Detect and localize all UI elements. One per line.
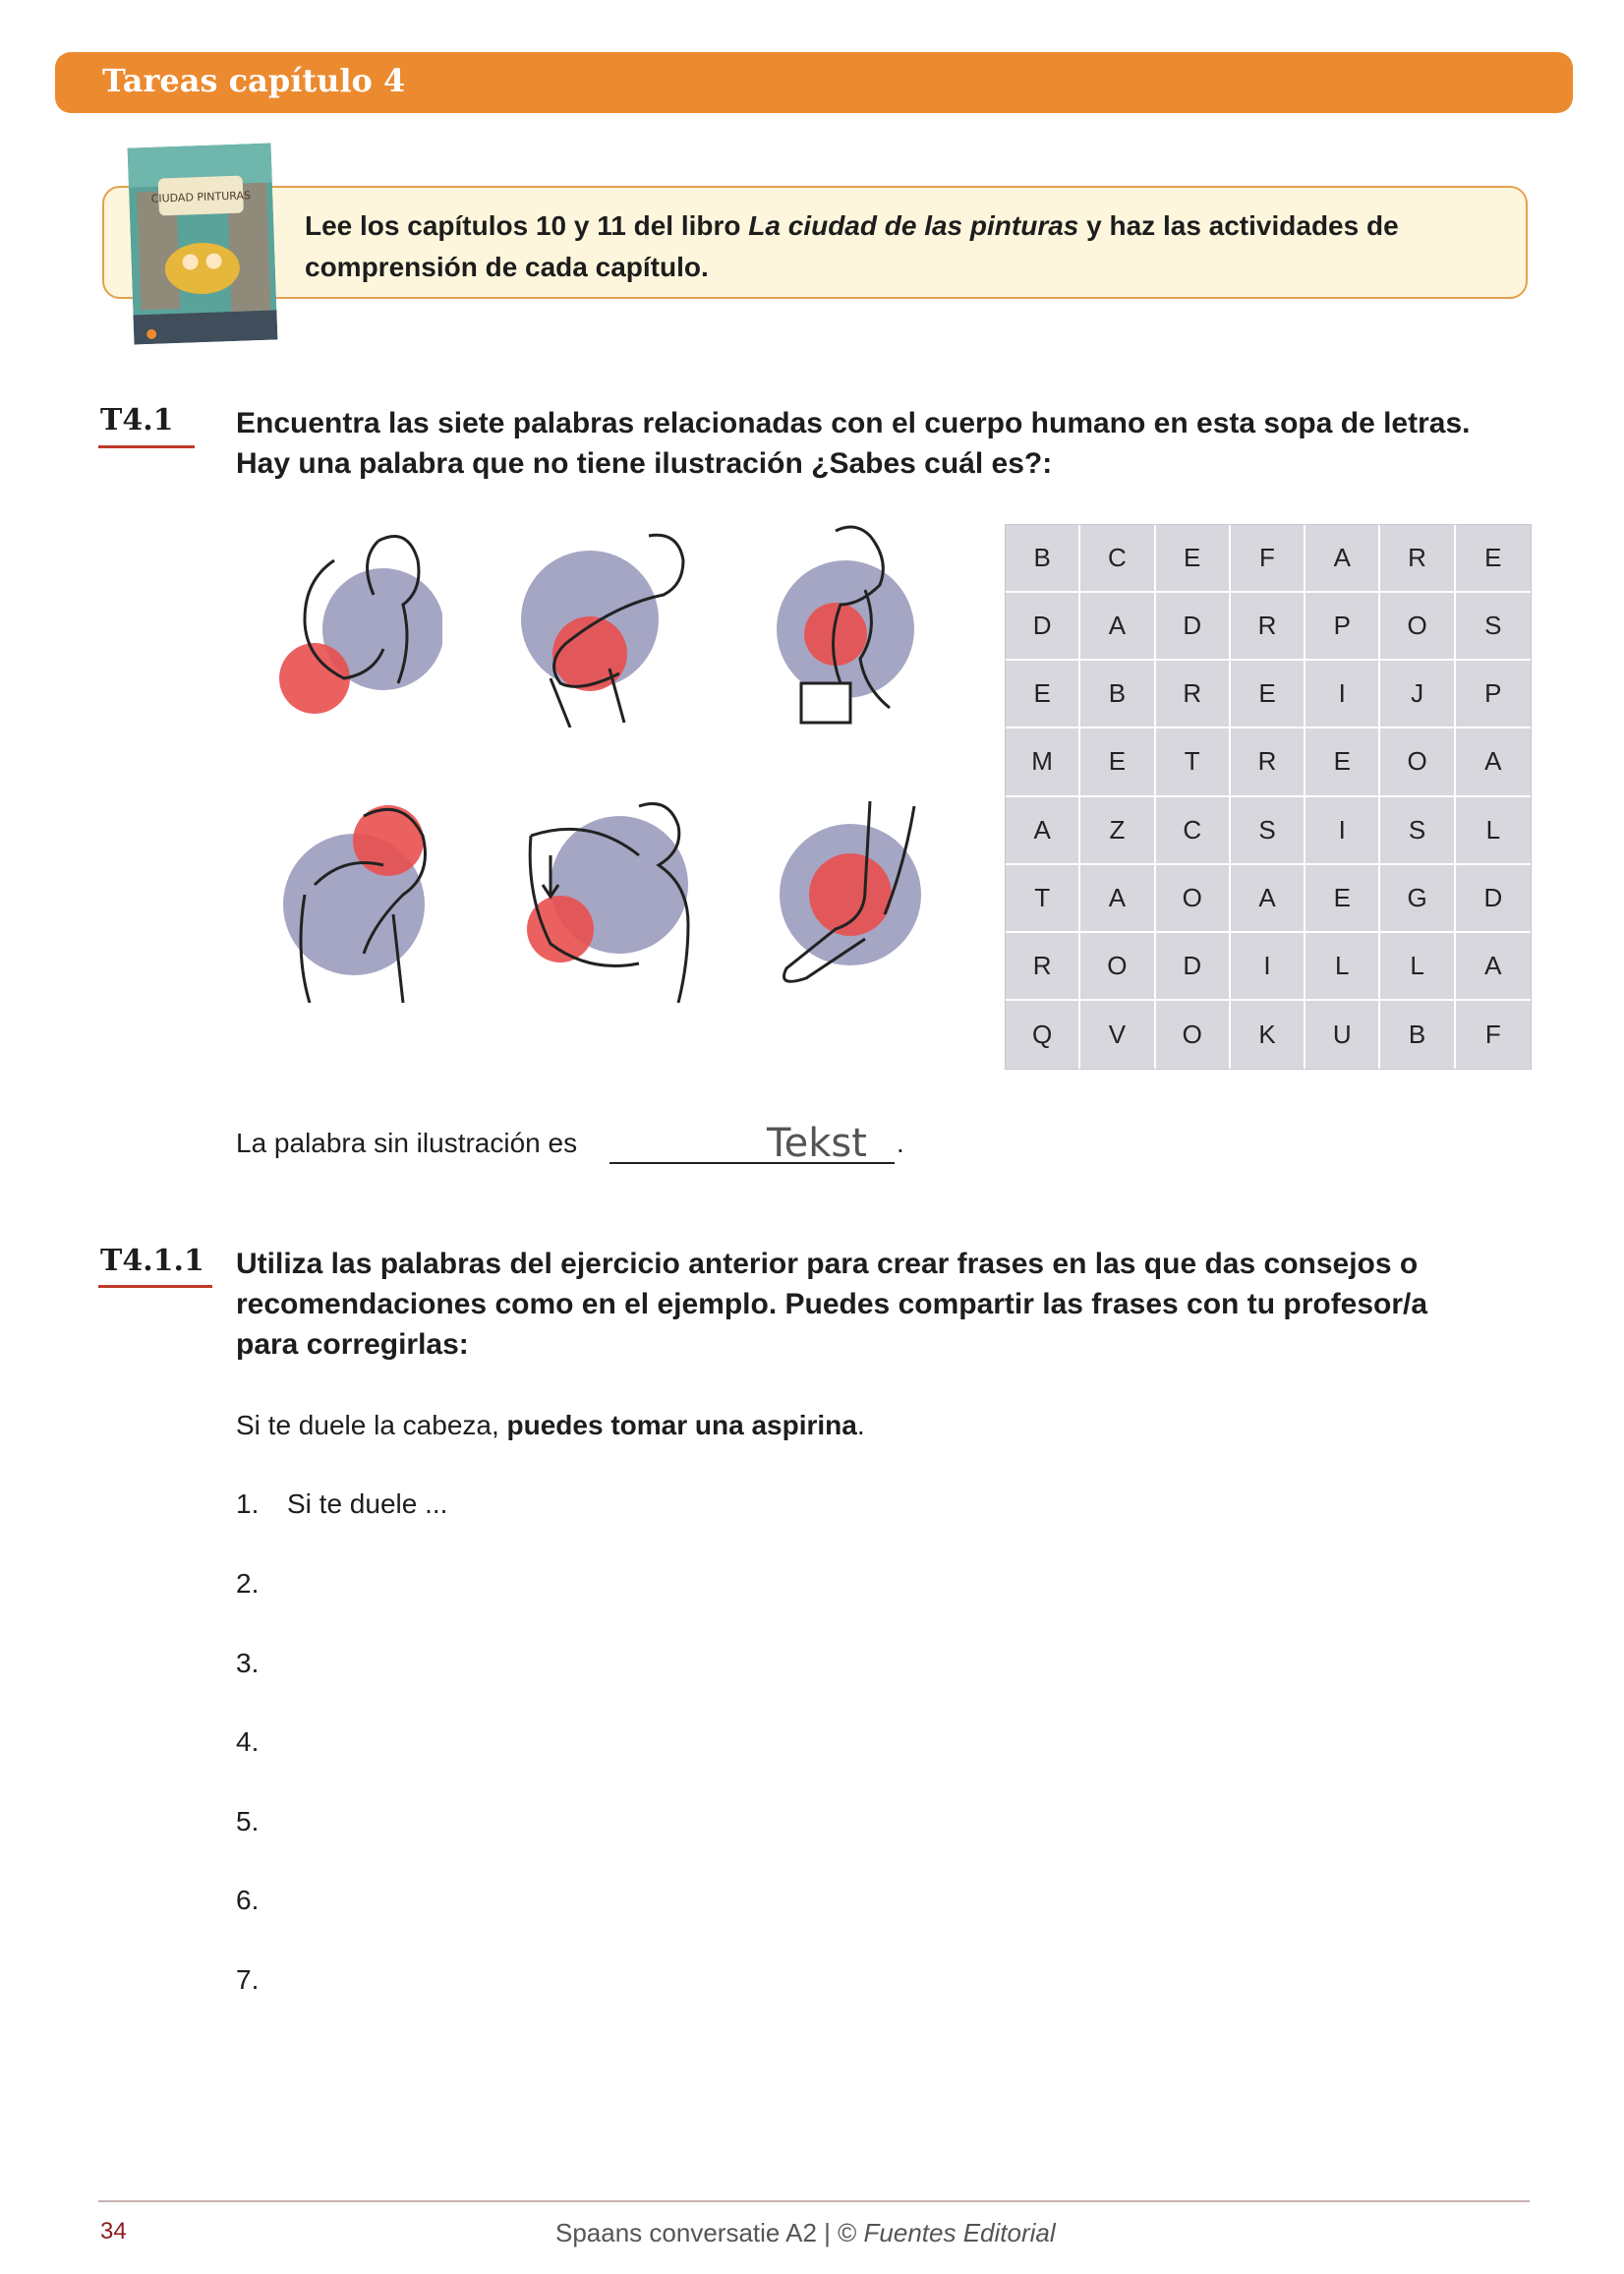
grid-cell[interactable]: C [1156, 797, 1231, 865]
grid-cell[interactable]: R [1231, 593, 1305, 661]
foot-pain-illustration [767, 796, 934, 1003]
grid-cell[interactable]: I [1305, 797, 1380, 865]
list-item[interactable]: 6. [236, 1885, 260, 1915]
grid-cell[interactable]: I [1305, 661, 1380, 729]
grid-cell[interactable]: G [1380, 865, 1455, 933]
book-cover-title: CIUDAD PINTURAS [150, 189, 252, 205]
task2-instruction-line3: para corregirlas: [236, 1328, 469, 1361]
task1-instruction-line1: Encuentra las siete palabras relacionadas con el cuerpo humano en esta sopa de letras. [236, 407, 1471, 439]
grid-cell[interactable]: D [1456, 865, 1531, 933]
word-search-grid [1005, 524, 1532, 1070]
grid-cell[interactable]: E [1456, 525, 1531, 593]
grid-cell[interactable]: J [1380, 661, 1455, 729]
list-item[interactable]: 3. [236, 1648, 260, 1678]
grid-cell[interactable]: E [1156, 525, 1231, 593]
grid-cell[interactable]: B [1380, 1001, 1455, 1069]
grid-cell[interactable]: P [1305, 593, 1380, 661]
back-pain-illustration [511, 796, 698, 1003]
footer-divider [98, 2200, 1530, 2202]
grid-cell[interactable]: F [1484, 1019, 1501, 1049]
grid-cell[interactable]: A [1456, 729, 1531, 796]
grid-cell[interactable]: E [1231, 661, 1305, 729]
task-id-underline [98, 445, 195, 448]
list-item[interactable]: 7. [236, 1964, 260, 1995]
grid-cell[interactable]: V [1080, 1001, 1155, 1069]
task-id-t4-1: T4.1 [100, 403, 174, 437]
grid-cell[interactable]: R [1231, 729, 1305, 796]
grid-cell[interactable]: O [1080, 933, 1155, 1001]
stomach-pain-illustration [511, 521, 698, 728]
grid-cell[interactable]: A [1080, 865, 1155, 933]
book-title: La ciudad de las pinturas [748, 210, 1079, 241]
example-sentence: Si te duele la cabeza, puedes tomar una aspirina. [236, 1410, 865, 1440]
grid-cell[interactable]: F [1231, 525, 1305, 593]
task2-id-underline [98, 1285, 212, 1288]
footer-credit: Spaans conversatie A2 | © Fuentes Editorial [555, 2218, 1056, 2247]
grid-cell[interactable]: O [1156, 1001, 1231, 1069]
grid-cell[interactable]: A [1231, 865, 1305, 933]
grid-cell[interactable]: D [1006, 593, 1080, 661]
grid-cell[interactable]: E [1080, 729, 1155, 796]
answer-period: . [897, 1128, 904, 1158]
grid-cell[interactable]: S [1231, 797, 1305, 865]
grid-cell[interactable]: S [1456, 593, 1531, 661]
grid-cell[interactable]: S [1380, 797, 1455, 865]
grid-cell[interactable]: Z [1080, 797, 1155, 865]
grid-cell[interactable]: R [1156, 661, 1231, 729]
task-id-t4-1-1: T4.1.1 [100, 1244, 204, 1278]
grid-cell[interactable]: A [1006, 797, 1080, 865]
grid-cell[interactable]: U [1305, 1001, 1380, 1069]
answer-prompt: La palabra sin ilustración es [236, 1128, 578, 1158]
list-item[interactable]: 4. [236, 1726, 260, 1757]
grid-cell[interactable]: I [1231, 933, 1305, 1001]
task1-instruction-line2: Hay una palabra que no tiene ilustración ¿Sabes cuál es?: [236, 447, 1053, 480]
chapter-banner [55, 52, 1573, 113]
grid-cell[interactable]: B [1006, 525, 1080, 593]
grid-cell[interactable]: K [1231, 1001, 1305, 1069]
answer-value[interactable]: Tekst [767, 1121, 867, 1166]
grid-cell[interactable]: A [1080, 593, 1155, 661]
grid-cell[interactable]: A [1456, 933, 1531, 1001]
chapter-title: Tareas capítulo 4 [102, 62, 406, 99]
grid-cell[interactable]: O [1156, 865, 1231, 933]
grid-cell[interactable]: B [1080, 661, 1155, 729]
grid-cell[interactable]: E [1305, 865, 1380, 933]
grid-cell[interactable]: T [1156, 729, 1231, 796]
page-number: 34 [100, 2218, 127, 2245]
grid-cell[interactable]: L [1305, 933, 1380, 1001]
list-item[interactable]: 1. Si te duele ... [236, 1488, 448, 1519]
grid-cell[interactable]: P [1456, 661, 1531, 729]
task2-instruction-line1: Utiliza las palabras del ejercicio anterior para crear frases en las que das consejos o [236, 1248, 1419, 1280]
grid-cell[interactable]: D [1156, 593, 1231, 661]
knee-pain-illustration [777, 521, 924, 728]
grid-cell[interactable]: O [1380, 593, 1455, 661]
grid-cell[interactable]: A [1305, 525, 1380, 593]
grid-cell[interactable]: M [1006, 729, 1080, 796]
head-pain-illustration [275, 796, 452, 1003]
grid-cell[interactable]: E [1305, 729, 1380, 796]
grid-cell[interactable]: E [1006, 661, 1080, 729]
reading-instruction: Lee los capítulos 10 y 11 del libro La ciudad de las pinturas y haz las actividades de comprensión de cada capítulo. [305, 210, 1399, 282]
grid-cell[interactable]: C [1080, 525, 1155, 593]
grid-cell[interactable]: T [1006, 865, 1080, 933]
grid-cell[interactable]: R [1380, 525, 1455, 593]
grid-cell[interactable]: L [1380, 933, 1455, 1001]
elbow-pain-illustration [265, 521, 442, 728]
task2-instruction-line2: recomendaciones como en el ejemplo. Puedes compartir las frases con tu profesor/a [236, 1288, 1428, 1320]
list-item[interactable]: 2. [236, 1568, 260, 1599]
reading-notice [102, 186, 1528, 299]
book-cover-image [128, 144, 278, 345]
list-item[interactable]: 5. [236, 1806, 260, 1837]
grid-cell[interactable]: D [1156, 933, 1231, 1001]
grid-cell[interactable]: O [1380, 729, 1455, 796]
grid-cell[interactable]: Q [1006, 1001, 1080, 1069]
grid-cell[interactable]: R [1006, 933, 1080, 1001]
grid-cell[interactable]: L [1456, 797, 1531, 865]
